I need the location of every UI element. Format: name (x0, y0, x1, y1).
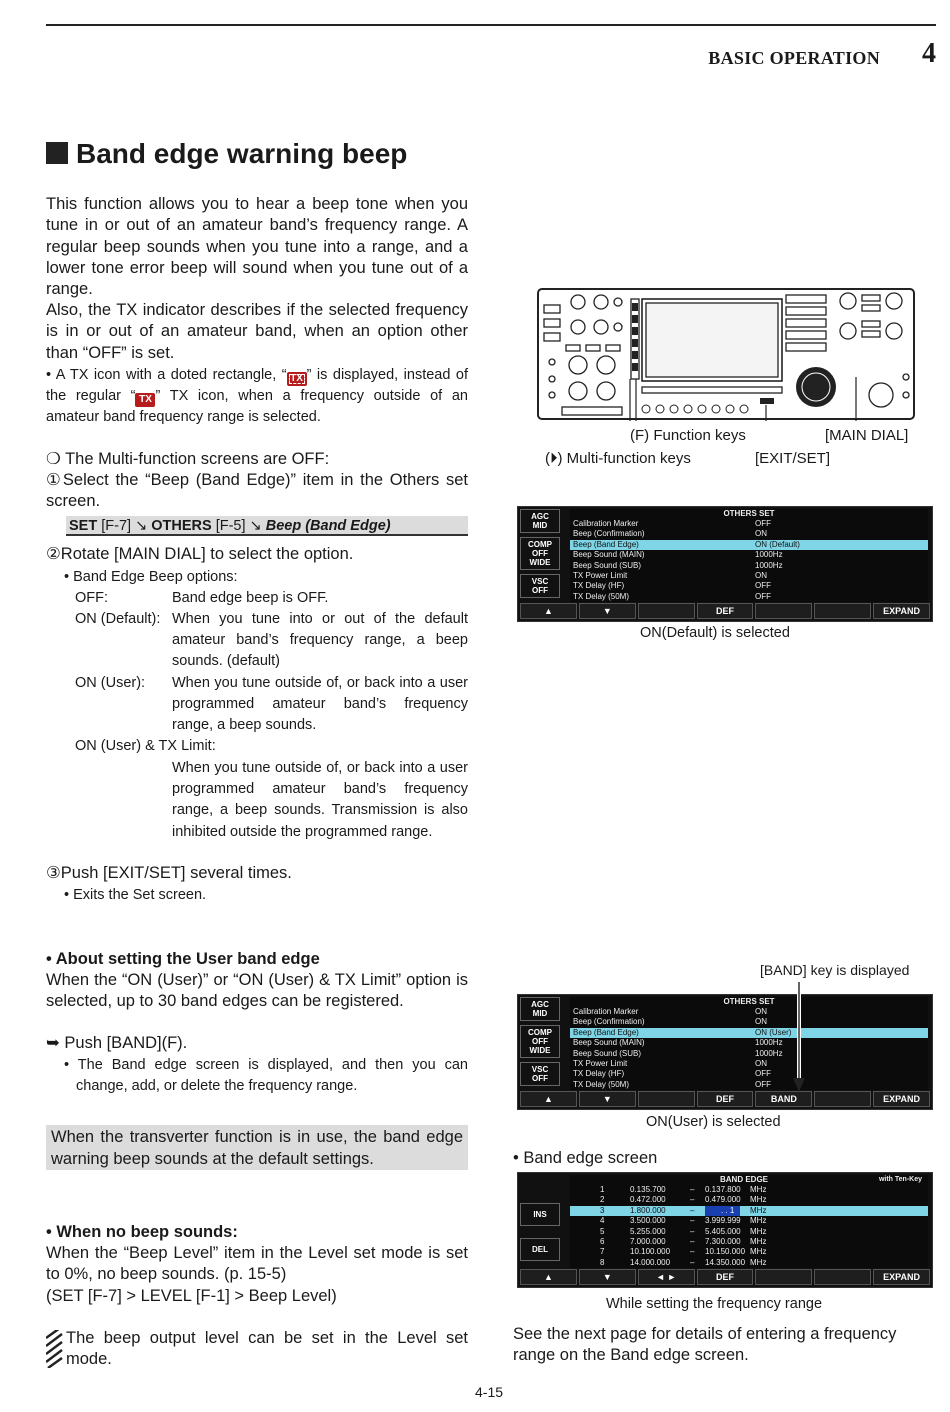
band-edge-row[interactable] (570, 1247, 928, 1257)
side-button-label: VSC (531, 1065, 549, 1074)
push-band-sub: • The Band edge screen is displayed, and then you can change, add, or delete the frequency range. (64, 1057, 468, 1095)
item-name: Beep (Confirmation) (573, 1017, 645, 1027)
list-item[interactable] (570, 561, 928, 571)
item-name: Calibration Marker (573, 1007, 639, 1016)
page-title (46, 138, 407, 170)
option-key: ON (User) & TX Limit: (75, 738, 216, 754)
band-key-note: [BAND] key is displayed (760, 962, 910, 978)
item-value: ON (755, 1007, 767, 1016)
side-button[interactable] (520, 509, 560, 533)
exit-set-label: [EXIT/SET] (755, 450, 831, 467)
side-button-label: VSC (531, 577, 549, 586)
section-header: BASIC OPERATION (708, 48, 880, 68)
band-edge-list (570, 1175, 928, 1268)
function-key[interactable]: DEF (697, 1091, 754, 1107)
list-item[interactable] (570, 1080, 928, 1090)
upper-edge: 0.479.000 (705, 1195, 741, 1205)
side-button-label: COMP (528, 540, 552, 549)
ten-key-label: with Ten-Key (878, 1176, 922, 1183)
item-value: 1000Hz (755, 1038, 783, 1048)
function-key[interactable] (755, 603, 812, 619)
side-button-label: MID (532, 521, 548, 530)
side-button[interactable] (520, 1238, 560, 1261)
function-keys-label: (F) Function keys (630, 427, 746, 444)
edge-index: 4 (600, 1216, 605, 1226)
multi-function-keys-label: (⏵) Multi-function keys (545, 450, 691, 467)
unit-label: MHz (750, 1226, 767, 1236)
side-button[interactable] (520, 1025, 560, 1058)
item-name: TX Delay (HF) (573, 581, 625, 591)
range-dash: – (690, 1216, 695, 1226)
item-value: 1000Hz (755, 550, 783, 560)
list-item[interactable] (570, 1028, 928, 1038)
option-value: When you tune outside of, or back into a user programmed amateur band’s frequency range, a beep sounds. Transmission is also inhibited outside the programmed range. (172, 760, 468, 840)
upper-edge: 3.999.999 (705, 1216, 741, 1226)
screen1-caption: ON(Default) is selected (640, 625, 790, 641)
title-text: Band edge warning beep (76, 138, 408, 169)
function-key[interactable]: DEF (697, 1269, 754, 1285)
step-3-sub: • Exits the Set screen. (64, 887, 207, 903)
list-item[interactable] (570, 1049, 928, 1059)
item-value: ON (755, 1017, 767, 1027)
function-key[interactable] (814, 1269, 871, 1285)
step-1: ①Select the “Beep (Band Edge)” item in the Others set screen. (46, 471, 468, 511)
range-dash: – (690, 1247, 695, 1257)
side-button-label: DEL (532, 1245, 548, 1254)
side-panel (520, 997, 560, 1090)
item-value: OFF (755, 581, 771, 591)
side-button-label: OFF (532, 586, 548, 595)
edge-index: 7 (600, 1247, 605, 1257)
side-button[interactable] (520, 997, 560, 1021)
band-edge-row[interactable] (570, 1237, 928, 1247)
side-panel (520, 1203, 560, 1273)
list-title: OTHERS SET (723, 509, 775, 518)
list-title: OTHERS SET (723, 997, 775, 1006)
band-edge-screen-label: • Band edge screen (513, 1149, 658, 1167)
function-key[interactable]: ▼ (579, 603, 636, 619)
step-2: ②Rotate [MAIN DIAL] to select the option. (46, 545, 354, 563)
function-key[interactable]: ▼ (579, 1269, 636, 1285)
edge-index: 8 (600, 1257, 605, 1267)
tx-icon: TX (135, 393, 155, 407)
upper-edge: 14.350.000 (705, 1257, 746, 1267)
others-set-screen-default (517, 506, 933, 622)
side-button-label: WIDE (529, 1046, 551, 1055)
set-path-bar: SET [F-7] ↘ OTHERS [F-5] ↘ Beep (Band Edge) (66, 516, 468, 536)
item-value: ON (Default) (755, 539, 800, 549)
function-key[interactable]: EXPAND (873, 1269, 930, 1285)
item-name: TX Delay (50M) (573, 591, 630, 601)
upper-edge: 0.137.800 (705, 1185, 741, 1194)
side-button[interactable] (520, 574, 560, 598)
function-key[interactable] (814, 1091, 871, 1107)
screen2-caption: ON(User) is selected (646, 1114, 781, 1130)
list-item[interactable] (570, 592, 928, 602)
item-name: TX Delay (HF) (573, 1069, 625, 1079)
upper-edge: 5.405.000 (705, 1226, 741, 1236)
option-key: ON (User): (75, 675, 146, 691)
lower-edge: 0.135.700 (630, 1185, 666, 1194)
item-name: TX Delay (50M) (573, 1079, 630, 1089)
band-edge-title: BAND EDGE (720, 1175, 769, 1184)
function-key[interactable]: EXPAND (873, 1091, 930, 1107)
item-name: Calibration Marker (573, 519, 639, 528)
list-item[interactable] (570, 1059, 928, 1069)
settings-list (570, 509, 928, 602)
option-value: When you tune into or out of the default amateur band’s frequency range, a beep sounds. (default) (172, 611, 468, 670)
side-button[interactable] (520, 1203, 560, 1226)
list-item[interactable] (570, 529, 928, 539)
see-next-text: See the next page for details of entering a frequency range on the Band edge screen. (513, 1325, 897, 1365)
list-item[interactable] (570, 1038, 928, 1048)
side-button-label: AGC (531, 1000, 549, 1009)
band-edge-row[interactable] (570, 1195, 928, 1205)
item-value: ON (755, 529, 767, 539)
note-text: The beep output level can be set in the Level set mode. (66, 1329, 468, 1369)
range-dash: – (690, 1195, 695, 1205)
radio-front-panel (536, 287, 916, 421)
function-key[interactable]: BAND (755, 1091, 812, 1107)
step-3: ③Push [EXIT/SET] several times. (46, 864, 292, 882)
about-text: When the “ON (User)” or “ON (User) & TX Limit” option is selected, up to 30 band edges can be registered. (46, 971, 468, 1011)
range-dash: – (690, 1205, 695, 1215)
unit-label: MHz (750, 1205, 767, 1215)
range-dash: – (690, 1226, 695, 1236)
square-bullet-icon (46, 142, 68, 164)
function-key[interactable] (638, 1091, 695, 1107)
list-item[interactable] (570, 540, 928, 550)
main-dial-label: [MAIN DIAL] (825, 427, 909, 444)
side-button-label: OFF (532, 1074, 548, 1083)
item-name: Beep Sound (SUB) (573, 1048, 642, 1058)
chapter-number: 4 (922, 38, 936, 69)
push-band-step: ➥ Push [BAND](F). (46, 1034, 188, 1052)
side-button-label: INS (533, 1210, 547, 1219)
band-edge-row[interactable] (570, 1227, 928, 1237)
unit-label: MHz (750, 1257, 767, 1267)
lower-edge: 7.000.000 (630, 1236, 666, 1246)
function-key[interactable] (755, 1269, 812, 1285)
side-button-label: WIDE (529, 558, 551, 567)
band-edge-row[interactable] (570, 1216, 928, 1226)
nobeep-heading: • When no beep sounds: (46, 1223, 238, 1241)
side-button-label: COMP (528, 1028, 552, 1037)
function-key[interactable]: EXPAND (873, 603, 930, 619)
item-name: Beep Sound (MAIN) (573, 550, 645, 560)
unit-label: MHz (750, 1236, 767, 1246)
list-item[interactable] (570, 581, 928, 591)
function-key[interactable] (814, 603, 871, 619)
function-key-bar (520, 1091, 930, 1107)
option-key: ON (Default): (75, 611, 161, 627)
side-button-label: MID (532, 1009, 548, 1018)
list-item[interactable] (570, 571, 928, 581)
upper-edge: . . 1 (705, 1206, 740, 1216)
unit-label: MHz (750, 1247, 767, 1257)
mf-off-heading: ❍ The Multi-function screens are OFF: (46, 450, 330, 468)
top-rule (46, 24, 936, 26)
side-button-label: OFF (532, 549, 548, 558)
lower-edge: 14.000.000 (630, 1257, 671, 1267)
note-icon (46, 1330, 64, 1368)
intro-paragraph-2: Also, the TX indicator describes if the selected frequency is in or out of an amateur band, when an option other than “OFF” is set. (46, 301, 468, 362)
item-value: OFF (755, 1079, 771, 1089)
function-key[interactable]: DEF (697, 603, 754, 619)
range-dash: – (690, 1257, 695, 1267)
side-panel (520, 509, 560, 602)
band-edge-row[interactable] (570, 1258, 928, 1268)
item-value: ON (755, 570, 767, 580)
item-value: ON (User) (755, 1027, 792, 1037)
function-key[interactable]: ▲ (520, 603, 577, 619)
function-key[interactable]: ▲ (520, 1091, 577, 1107)
list-title (570, 1175, 928, 1185)
options-heading: • Band Edge Beep options: (64, 569, 238, 585)
tx-icon-bullet: • A TX icon with a doted rectangle, “ TX ” is displayed, instead of the regular “ TX ” TX icon, when a frequency outside of an amateur band frequency range is selected. (46, 367, 468, 425)
side-button-label: OFF (532, 1037, 548, 1046)
page-number: 4-15 (475, 1384, 504, 1400)
upper-edge: 10.150.000 (705, 1247, 746, 1257)
about-heading: • About setting the User band edge (46, 950, 320, 968)
edge-index: 2 (600, 1195, 605, 1205)
side-button[interactable] (520, 537, 560, 570)
item-value: OFF (755, 1069, 771, 1079)
list-item[interactable] (570, 550, 928, 560)
list-item[interactable] (570, 519, 928, 529)
unit-label: MHz (750, 1216, 767, 1226)
list-item[interactable] (570, 1017, 928, 1027)
lower-edge: 1.800.000 (630, 1205, 666, 1215)
band-edge-row[interactable] (570, 1185, 928, 1195)
lower-edge: 5.255.000 (630, 1226, 666, 1236)
item-name: TX Power Limit (573, 570, 628, 580)
item-name: Beep Sound (MAIN) (573, 1038, 645, 1048)
item-name: Beep (Band Edge) (573, 1027, 639, 1037)
band-edge-row[interactable] (570, 1206, 928, 1216)
item-value: OFF (755, 591, 771, 601)
upper-edge: 7.300.000 (705, 1236, 741, 1246)
lower-edge: 3.500.000 (630, 1216, 666, 1226)
tx-dotted-icon: TX (287, 372, 307, 386)
unit-label: MHz (750, 1185, 767, 1194)
edge-index: 6 (600, 1236, 605, 1246)
side-button[interactable] (520, 1062, 560, 1086)
item-name: Beep Sound (SUB) (573, 560, 642, 570)
range-dash: – (690, 1236, 695, 1246)
unit-label: MHz (750, 1195, 767, 1205)
function-key[interactable]: ◄ ► (638, 1269, 695, 1285)
side-button-label: AGC (531, 512, 549, 521)
item-value: 1000Hz (755, 560, 783, 570)
others-set-screen-user (517, 994, 933, 1110)
lower-edge: 10.100.000 (630, 1247, 671, 1257)
item-name: TX Power Limit (573, 1058, 628, 1068)
item-value: OFF (755, 519, 771, 528)
function-key-bar (520, 1269, 930, 1285)
option-value: Band edge beep is OFF. (172, 590, 329, 606)
item-value: 1000Hz (755, 1048, 783, 1058)
nobeep-path: (SET [F-7] > LEVEL [F-1] > Beep Level) (46, 1287, 337, 1305)
transverter-note: When the transverter function is in use, the band edge warning beep sounds at the default settings. (46, 1125, 468, 1170)
function-key[interactable]: ▲ (520, 1269, 577, 1285)
list-item[interactable] (570, 1007, 928, 1017)
function-key[interactable] (638, 603, 695, 619)
option-key: OFF: (75, 590, 109, 606)
function-key[interactable]: ▼ (579, 1091, 636, 1107)
edge-index: 1 (600, 1185, 605, 1194)
item-name: Beep (Band Edge) (573, 539, 639, 549)
band-key-arrow-icon (790, 982, 808, 1094)
intro-paragraph: This function allows you to hear a beep tone when you tune in or out of an amateur band’s frequency range. A regular beep sounds when you tune into a range, and a lower tone error beep will sound when you tune out of a range. (46, 195, 468, 299)
settings-list (570, 997, 928, 1090)
range-dash: – (690, 1185, 695, 1194)
band-edge-screen (517, 1172, 933, 1288)
screen3-caption: While setting the frequency range (606, 1296, 823, 1312)
edge-index: 3 (600, 1205, 605, 1215)
list-item[interactable] (570, 1069, 928, 1079)
item-name: Beep (Confirmation) (573, 529, 645, 539)
function-key-bar (520, 603, 930, 619)
option-value: When you tune outside of, or back into a user programmed amateur band’s frequency range, a beep sounds. (172, 675, 468, 734)
edge-index: 5 (600, 1226, 605, 1236)
nobeep-text: When the “Beep Level” item in the Level set mode is set to 0%, no beep sounds. (p. 15-5) (46, 1244, 468, 1284)
lower-edge: 0.472.000 (630, 1195, 666, 1205)
item-value: ON (755, 1058, 767, 1068)
